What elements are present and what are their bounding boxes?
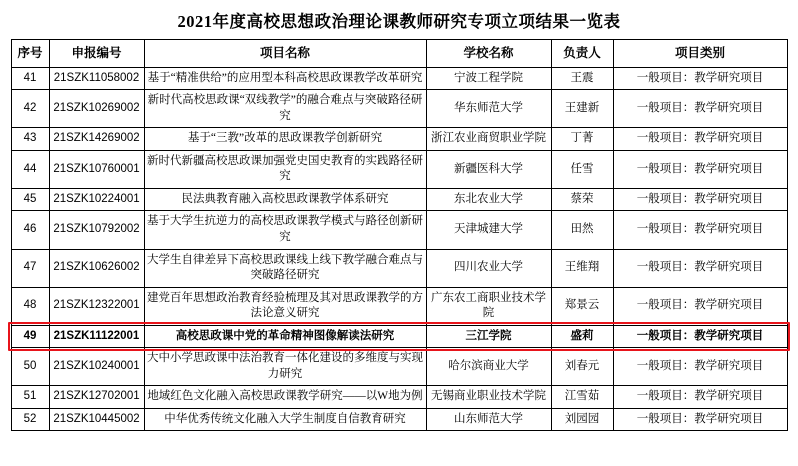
cell-code: 21SZK12702001 bbox=[49, 386, 144, 409]
cell-project-name: 地域红色文化融入高校思政课教学研究——以W地为例 bbox=[144, 386, 426, 409]
column-header-leader: 负责人 bbox=[551, 40, 613, 68]
cell-code: 21SZK10760001 bbox=[49, 150, 144, 188]
cell-no: 42 bbox=[11, 90, 49, 128]
cell-no: 50 bbox=[11, 348, 49, 386]
table-row bbox=[11, 348, 787, 386]
cell-school: 天津城建大学 bbox=[426, 211, 551, 249]
cell-project-name: 基于“精准供给”的应用型本科高校思政课教学改革研究 bbox=[144, 67, 426, 90]
cell-category: 一般项目：教学研究项目 bbox=[613, 408, 787, 431]
cell-school: 三江学院 bbox=[426, 325, 551, 348]
cell-school: 四川农业大学 bbox=[426, 249, 551, 287]
cell-school: 无锡商业职业技术学院 bbox=[426, 386, 551, 409]
cell-no: 41 bbox=[11, 67, 49, 90]
cell-project-name: 基于“三教”改革的思政课教学创新研究 bbox=[144, 128, 426, 151]
column-header-project-name: 项目名称 bbox=[144, 40, 426, 68]
table-row bbox=[11, 211, 787, 249]
cell-project-name: 大学生自律差异下高校思政课线上线下教学融合难点与突破路径研究 bbox=[144, 249, 426, 287]
cell-code: 21SZK11122001 bbox=[49, 325, 144, 348]
cell-category: 一般项目：教学研究项目 bbox=[613, 128, 787, 151]
column-header-no: 序号 bbox=[11, 40, 49, 68]
cell-leader: 任雪 bbox=[551, 150, 613, 188]
cell-category: 一般项目：教学研究项目 bbox=[613, 249, 787, 287]
cell-project-name: 中华优秀传统文化融入大学生制度自信教育研究 bbox=[144, 408, 426, 431]
cell-project-name: 建党百年思想政治教育经验梳理及其对思政课教学的方法论意义研究 bbox=[144, 287, 426, 325]
cell-code: 21SZK10445002 bbox=[49, 408, 144, 431]
cell-category: 一般项目：教学研究项目 bbox=[613, 287, 787, 325]
cell-project-name: 民法典教育融入高校思政课教学体系研究 bbox=[144, 188, 426, 211]
cell-no: 44 bbox=[11, 150, 49, 188]
table-row bbox=[11, 249, 787, 287]
cell-leader: 郑景云 bbox=[551, 287, 613, 325]
cell-code: 21SZK10792002 bbox=[49, 211, 144, 249]
cell-leader: 田然 bbox=[551, 211, 613, 249]
cell-code: 21SZK11058002 bbox=[49, 67, 144, 90]
cell-category: 一般项目：教学研究项目 bbox=[613, 150, 787, 188]
cell-category: 一般项目：教学研究项目 bbox=[613, 211, 787, 249]
cell-school: 东北农业大学 bbox=[426, 188, 551, 211]
page-title: 2021年度高校思想政治理论课教师研究专项立项结果一览表 bbox=[177, 12, 621, 31]
table-row bbox=[11, 128, 787, 151]
table-row bbox=[11, 325, 787, 348]
cell-school: 宁波工程学院 bbox=[426, 67, 551, 90]
cell-no: 47 bbox=[11, 249, 49, 287]
cell-code: 21SZK10224001 bbox=[49, 188, 144, 211]
cell-category: 一般项目：教学研究项目 bbox=[613, 325, 787, 348]
cell-code: 21SZK10269002 bbox=[49, 90, 144, 128]
table-row bbox=[11, 188, 787, 211]
cell-code: 21SZK14269002 bbox=[49, 128, 144, 151]
cell-code: 21SZK10240001 bbox=[49, 348, 144, 386]
cell-leader: 王维翔 bbox=[551, 249, 613, 287]
cell-project-name: 新时代高校思政课“双线教学”的融合难点与突破路径研究 bbox=[144, 90, 426, 128]
table-row bbox=[11, 150, 787, 188]
cell-project-name: 新时代新疆高校思政课加强党史国史教育的实践路径研究 bbox=[144, 150, 426, 188]
cell-no: 49 bbox=[11, 325, 49, 348]
cell-no: 48 bbox=[11, 287, 49, 325]
cell-leader: 盛莉 bbox=[551, 325, 613, 348]
cell-leader: 王震 bbox=[551, 67, 613, 90]
column-header-school: 学校名称 bbox=[426, 40, 551, 68]
cell-school: 哈尔滨商业大学 bbox=[426, 348, 551, 386]
cell-school: 广东农工商职业技术学院 bbox=[426, 287, 551, 325]
column-header-category: 项目类别 bbox=[613, 40, 787, 68]
cell-leader: 刘园园 bbox=[551, 408, 613, 431]
table-row bbox=[11, 287, 787, 325]
cell-school: 浙江农业商贸职业学院 bbox=[426, 128, 551, 151]
cell-no: 52 bbox=[11, 408, 49, 431]
cell-code: 21SZK10626002 bbox=[49, 249, 144, 287]
table-row bbox=[11, 67, 787, 90]
cell-category: 一般项目：教学研究项目 bbox=[613, 90, 787, 128]
column-header-code: 申报编号 bbox=[49, 40, 144, 68]
cell-category: 一般项目：教学研究项目 bbox=[613, 67, 787, 90]
table-header-row bbox=[11, 40, 787, 68]
cell-school: 山东师范大学 bbox=[426, 408, 551, 431]
table-row bbox=[11, 408, 787, 431]
cell-leader: 丁菁 bbox=[551, 128, 613, 151]
cell-no: 51 bbox=[11, 386, 49, 409]
cell-category: 一般项目：教学研究项目 bbox=[613, 386, 787, 409]
table-row bbox=[11, 386, 787, 409]
results-table bbox=[11, 39, 788, 431]
cell-no: 43 bbox=[11, 128, 49, 151]
cell-no: 45 bbox=[11, 188, 49, 211]
cell-project-name: 大中小学思政课中法治教育一体化建设的多维度与实现力研究 bbox=[144, 348, 426, 386]
cell-project-name: 基于大学生抗逆力的高校思政课教学模式与路径创新研究 bbox=[144, 211, 426, 249]
cell-project-name: 高校思政课中党的革命精神图像解读法研究 bbox=[144, 325, 426, 348]
cell-no: 46 bbox=[11, 211, 49, 249]
cell-category: 一般项目：教学研究项目 bbox=[613, 348, 787, 386]
cell-school: 华东师范大学 bbox=[426, 90, 551, 128]
cell-leader: 江雪茹 bbox=[551, 386, 613, 409]
table-row bbox=[11, 90, 787, 128]
cell-leader: 王建新 bbox=[551, 90, 613, 128]
cell-leader: 刘春元 bbox=[551, 348, 613, 386]
cell-category: 一般项目：教学研究项目 bbox=[613, 188, 787, 211]
cell-leader: 蔡荣 bbox=[551, 188, 613, 211]
cell-school: 新疆医科大学 bbox=[426, 150, 551, 188]
cell-code: 21SZK12322001 bbox=[49, 287, 144, 325]
